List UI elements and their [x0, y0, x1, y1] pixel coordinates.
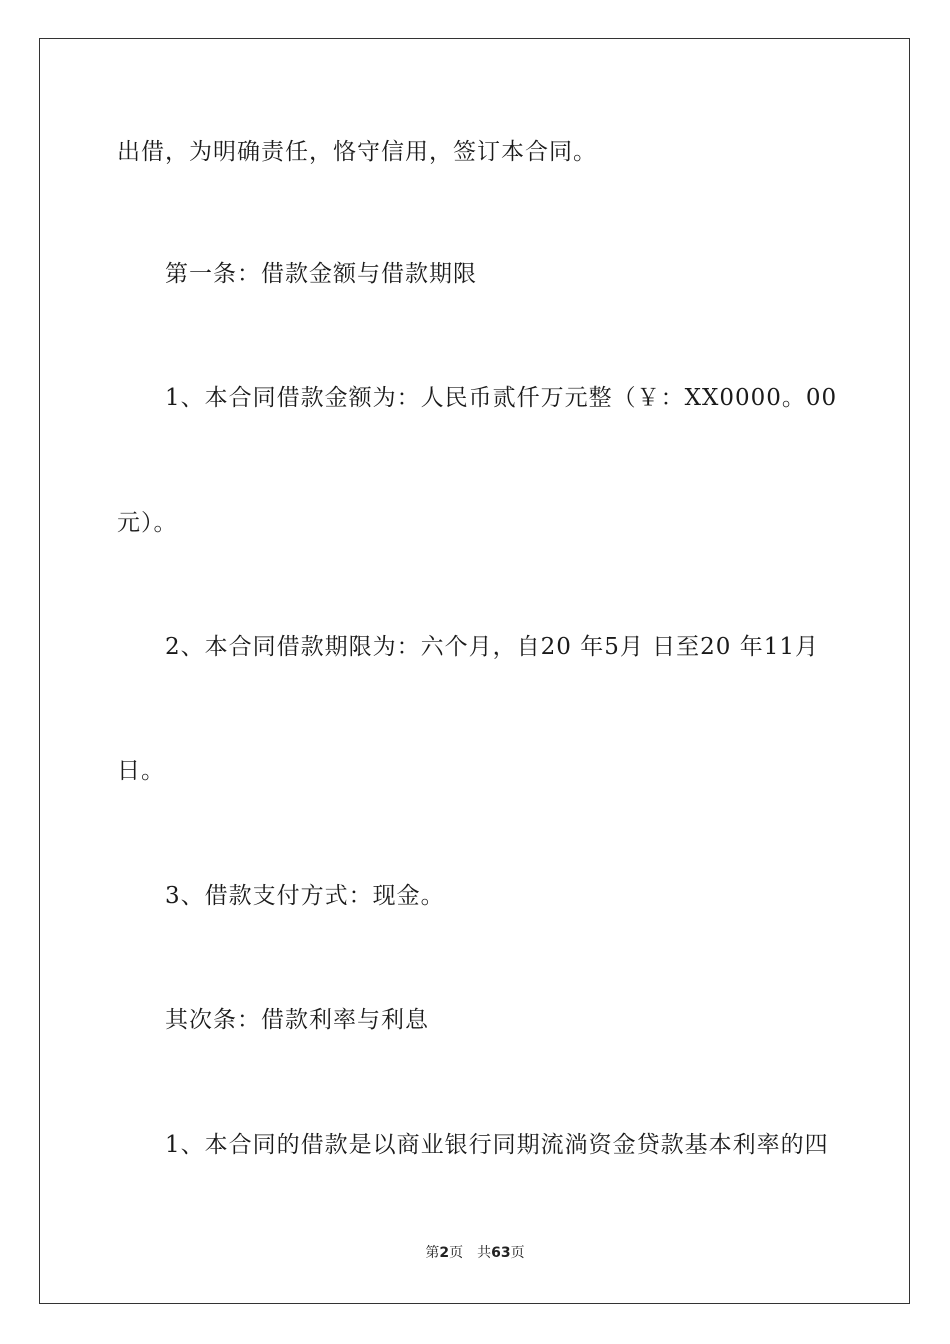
paragraph-line: 3、借款支付方式：现金。 — [165, 883, 445, 909]
paragraph-line: 2、本合同借款期限为：六个月，自20 年5月 日至20 年11月 — [165, 634, 819, 660]
paragraph-line: 日。 — [117, 758, 165, 784]
total-prefix: 共 — [477, 1245, 492, 1261]
paragraph-line: 元）。 — [117, 510, 178, 536]
page-suffix: 页 — [449, 1245, 464, 1261]
paragraph-line: 1、本合同的借款是以商业银行同期流淌资金贷款基本利率的四 — [165, 1132, 829, 1158]
page-number: 2 — [439, 1245, 450, 1261]
paragraph-line: 出借，为明确责任，恪守信用，签订本合同。 — [117, 139, 597, 165]
page-footer — [0, 1243, 950, 1263]
page-prefix: 第 — [425, 1245, 440, 1261]
paragraph-line: 1、本合同借款金额为：人民币贰仟万元整（￥：XX0000。00 — [165, 385, 838, 411]
total-pages: 63 — [491, 1245, 511, 1261]
section-heading: 其次条：借款利率与利息 — [165, 1007, 429, 1033]
page-border — [39, 38, 910, 1304]
section-heading: 第一条：借款金额与借款期限 — [165, 261, 477, 287]
total-suffix: 页 — [510, 1245, 525, 1261]
